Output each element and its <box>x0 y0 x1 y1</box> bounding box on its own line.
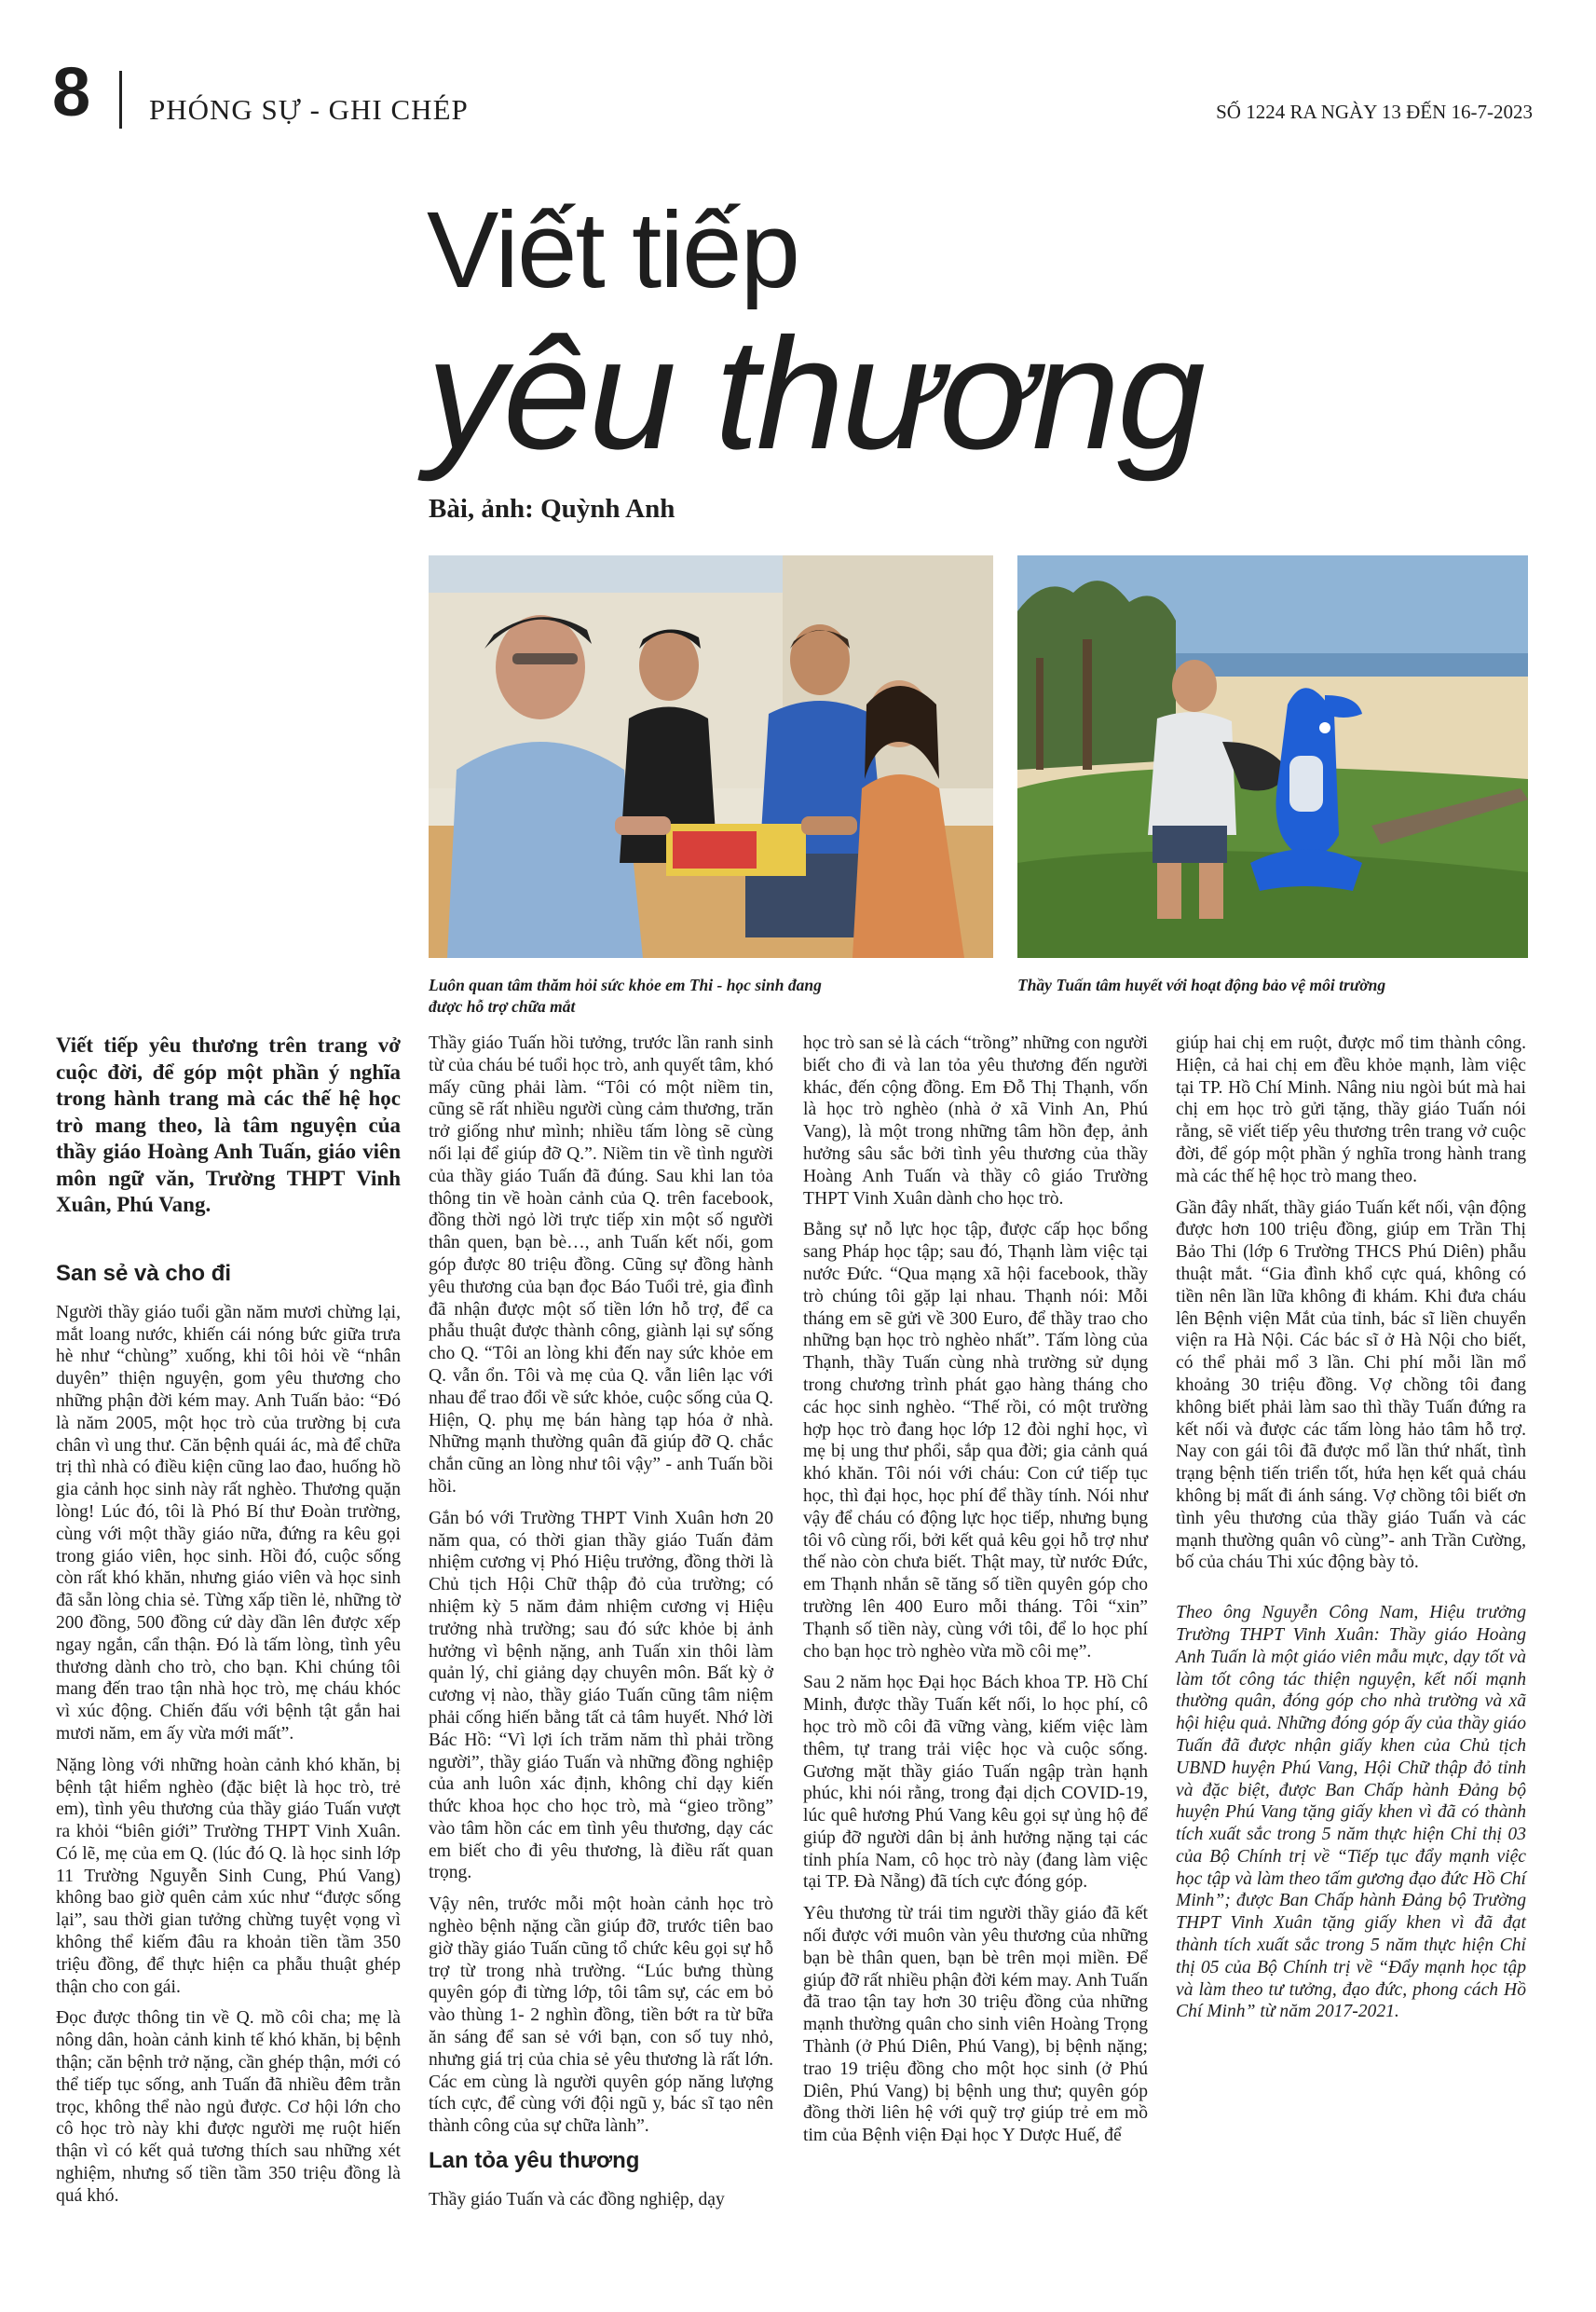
paragraph: Sau 2 năm học Đại học Bách khoa TP. Hồ Chí Minh, được thầy Tuấn kết nối, lo học phí, cô học trò mồ côi đã vững vàng, kiếm việc làm thêm, tự trang trải việc học và cuộc sống. Gương mặt thầy giáo Tuấn ngập tràn hạnh phúc, khi nói rằng, trong đại dịch COVID-19, lúc quê hương Phú Vang kêu gọi sự ủng hộ để giúp đỡ người dân bị ảnh hưởng nặng tại các tỉnh phía Nam, cô học trò này (đang làm việc tại TP. Đà Nẵng) đã tích cực đóng góp. <box>803 1673 1148 1893</box>
article-column-3 <box>803 1033 1148 2156</box>
article-column-4 <box>1176 1033 1526 2032</box>
photo2-caption: Thầy Tuấn tâm huyết với hoạt động bảo vệ môi trường <box>1017 976 1386 994</box>
paragraph: Người thầy giáo tuổi gần năm mươi chừng lại, mắt loang nước, khiến cái nóng bức giữa trưa hè như “chùng” xuống, khi tôi hỏi về “nhân duyên” thiện nguyện, gom yêu thương cho những phận đời kém may. Anh Tuấn bảo: “Đó là năm 2005, một học trò của trường bị cưa chân vì ung thư. Căn bệnh quái ác, mà để chữa trị thì nhà có điều kiện cũng lao đao, huống hồ gia cảnh học sinh này rất nghèo. Thương quặn lòng! Lúc đó, tôi là Phó Bí thư Đoàn trường, cùng với một thầy giáo nữa, đứng ra kêu gọi trong giáo viên, học sinh. Hồi đó, cuộc sống còn rất khó khăn, nhưng giáo viên và học sinh đã sẵn lòng chia sẻ. Từng xấp tiền lẻ, những tờ 200 đồng, 500 đồng cứ dày dần lên được xếp ngay ngắn, cẩn thận. Đó là tấm lòng, tình yêu thương dành cho trò, cho bạn. Khi chúng tôi mang đến trao tận nhà học trò, mẹ cháu khóc vì xúc động. Chiến đấu với bệnh tật gắn hai mươi năm, em ấy vừa mới mất”. <box>56 1302 401 1744</box>
paragraph: Thầy giáo Tuấn và các đồng nghiệp, dạy <box>429 2190 725 2210</box>
paragraph: Nặng lòng với những hoàn cảnh khó khăn, bị bệnh tật hiểm nghèo (đặc biệt là học trò, trẻ em), tình yêu thương của thầy giáo Tuấn vượt ra khỏi “biên giới” Trường THPT Vinh Xuân. Có lẽ, mẹ của em Q. (lúc đó Q. là học sinh lớp 11 Trường Nguyễn Sinh Cung, Phú Vang) không bao giờ quên cảm xúc như “được sống lại”, sau thời gian tưởng chừng tuyệt vọng vì không thể kiếm đâu ra khoản tiền tầm 350 triệu đồng, để thực hiện ca phẫu thuật ghép thận cho con gái. <box>56 1755 401 1997</box>
paragraph: Yêu thương từ trái tim người thầy giáo đã kết nối được với muôn vàn yêu thương của những bạn bè thân quen, bạn bè trên mọi miền. Để giúp đỡ rất nhiều phận đời kém may. Anh Tuấn đã trao tận tay hơn 30 triệu đồng của những mạnh thường quân cho sinh viên Hoàng Trọng Thành (ở Phú Diên, Phú Vang), bị bệnh nặng; trao 19 triệu đồng cho một học sinh (ở Phú Diên, Phú Vang) bị bệnh ung thư; quyên góp đồng thời liên hệ với quỹ trợ giúp trẻ em mồ tim của Bệnh viện Đại học Y Dược Huế, để <box>803 1904 1148 2146</box>
page-number: 8 <box>52 53 91 130</box>
header-divider <box>119 71 122 129</box>
article-column-1 <box>56 1033 401 2217</box>
byline: Bài, ảnh: Quỳnh Anh <box>429 494 675 524</box>
paragraph: Gắn bó với Trường THPT Vinh Xuân hơn 20 năm qua, có thời gian thầy giáo Tuấn đảm nhiệm cương vị Phó Hiệu trưởng, đồng thời là Chủ tịch Hội Chữ thập đỏ của trường; có nhiệm kỳ 5 năm đảm nhiệm cương vị Hiệu trưởng nhà trường; sau đó sức khỏe bị ảnh hưởng vì bệnh nặng, anh Tuấn xin thôi làm quản lý, chỉ giảng dạy chuyên môn. Bất kỳ ở cương vị nào, thầy giáo Tuấn cũng tâm niệm phải cống hiến bằng tất cả tâm huyết. Nhớ lời Bác Hồ: “Vì lợi ích trăm năm thì phải trồng người”, thầy giáo Tuấn và những đồng nghiệp của anh luôn xác định, không chỉ dạy kiến thức khoa học cho học trò, mà “gieo trồng” vào tâm hồn các em tình yêu thương, dạy các em biết cho đi yêu thương, là điều rất quan trọng. <box>429 1508 773 1883</box>
paragraph: Bằng sự nỗ lực học tập, được cấp học bổng sang Pháp học tập; sau đó, Thạnh làm việc tại nước Đức. “Qua mạng xã hội facebook, thầy trò chúng tôi gặp lại nhau. Thạnh nói: Mỗi tháng em sẽ gửi về 300 Euro, để thầy trao cho những bạn học trò nghèo nhất”. Tấm lòng của Thạnh, thầy Tuấn cùng nhà trường sử dụng trong chương trình phát gạo hàng tháng cho các học sinh nghèo. “Thế rồi, có một trường hợp học trò đang học lớp 12 đòi nghỉ học, vì mẹ bị ung thư phổi, sắp qua đời; gia cảnh quá khó khăn. Tôi nói với cháu: Con cứ tiếp tục học, thì đại học, học phí để thầy tính. Nói như vậy để cháu có động lực học tiếp, nhưng bụng tôi vô cùng rối, bởi kết quả kêu gọi hỗ trợ như thế nào còn chưa biết. Thật may, từ nước Đức, em Thạnh nhắn sẽ tăng số tiền quyên góp cho trường lên 400 Euro mỗi tháng. Tôi “xin” Thạnh số tiền này, cùng với tôi, để lo học phí cho bạn học trò nghèo vừa mồ côi mẹ”. <box>803 1220 1148 1662</box>
paragraph: Đọc được thông tin về Q. mồ côi cha; mẹ là nông dân, hoàn cảnh kinh tế khó khăn, bị bệnh thận; căn bệnh trở nặng, cần ghép thận, mới có thể tiếp tục sống, anh Tuấn đã nhiều đêm trằn trọc, không thể nào ngủ được. Cơ hội lớn cho cô học trò này khi được người mẹ ruột hiến thận vì có kết quả tương thích sau những xét nghiệm, nhưng số tiền tầm 350 triệu đồng là quá khó. <box>56 2008 401 2206</box>
photo-environment-illustration <box>1017 555 1528 958</box>
photo-environment <box>1017 555 1528 958</box>
article-column-2 <box>429 1033 773 2221</box>
principal-quote: Theo ông Nguyễn Công Nam, Hiệu trưởng Trường THPT Vinh Xuân: Thầy giáo Hoàng Anh Tuấn là một giáo viên mẫu mực, dạy tốt và làm tốt công tác thiện nguyện, kết nối mạnh thường quân, đóng góp cho nhà trường và xã hội hiệu quả. Những đóng góp ấy của thầy giáo Tuấn đã được nhận giấy khen của Chủ tịch UBND huyện Phú Vang, Hội Chữ thập đỏ tỉnh và đặc biệt, được Ban Chấp hành Đảng bộ huyện Phú Vang tặng giấy khen vì đã có thành tích xuất sắc trong 5 năm thực hiện Chỉ thị 03 của Bộ Chính trị về “Tiếp tục đẩy mạnh việc học tập và làm theo tấm gương đạo đức Hồ Chí Minh”; được Ban Chấp hành Đảng bộ Trường THPT Vinh Xuân tặng giấy khen vì đã đạt thành tích xuất sắc trong 5 năm thực hiện Chỉ thị 05 của Bộ Chính trị về “Đẩy mạnh học tập và làm theo tư tưởng, đạo đức, phong cách Hồ Chí Minh” từ năm 2017-2021. <box>1176 1603 1526 2022</box>
paragraph: Thầy giáo Tuấn hồi tưởng, trước lần ranh sinh từ của cháu bé tuổi học trò, anh quyết tâm, khó mấy cũng phải làm. “Tôi có một niềm tin, cũng sẽ rất nhiều người cùng cảm thương, trăn trở giống như mình; nhiều tấm lòng sẽ cùng nối lại để giúp đỡ Q.”. Niềm tin về tình người của thầy giáo Tuấn đã đúng. Sau khi lan tỏa thông tin về hoàn cảnh của Q. trên facebook, đồng thời ngỏ lời trực tiếp xin một số người thân quen, bạn bè…, anh Tuấn kết nối, gom góp được 80 triệu đồng. Cũng sự đồng hành yêu thương của bạn đọc Báo Tuổi trẻ, gia đình đã nhận được một số tiền lớn hỗ trợ, để ca phẫu thuật được thành công, giành lại sự sống cho Q. “Tôi an lòng khi đến nay sức khỏe em Q. vẫn ổn. Tôi và mẹ của Q. vẫn liên lạc với nhau để trao đổi về sức khỏe, cuộc sống của Q. Hiện, Q. phụ mẹ bán hàng tạp hóa ở nhà. Những mạnh thường quân đã giúp đỡ Q. chắc chắn cũng an lòng như tôi vậy” - anh Tuấn bồi hồi. <box>429 1033 773 1497</box>
paragraph: Gần đây nhất, thầy giáo Tuấn kết nối, vận động được hơn 100 triệu đồng, giúp em Trần Thị Bảo Thi (lớp 6 Trường THCS Phú Diên) phẫu thuật mắt. “Gia đình khổ cực quá, không có tiền nên lần lữa không đi khám. Khi đưa cháu lên Bệnh viện Mắt của tỉnh, bác sĩ liền chuyển viện ra Hà Nội. Các bác sĩ ở Hà Nội cho biết, có thể phải mổ 3 lần. Chi phí mỗi lần mổ khoảng 30 triệu đồng. Vợ chồng tôi đang không biết phải làm sao thì thầy Tuấn đứng ra kết nối và được các tấm lòng hảo tâm hỗ trợ. Nay con gái tôi đã được mổ lần thứ nhất, tình trạng bệnh tiến triển tốt, hứa hẹn kết quả cháu không bị mất đi ánh sáng. Vợ chồng tôi biết ơn tình yêu thương của thầy giáo Tuấn và các mạnh thường quân vô cùng”- anh Trần Cường, bố của cháu Thi xúc động bày tỏ. <box>1176 1197 1526 1573</box>
subheading-san-se: San sẻ và cho đi <box>56 1260 232 1286</box>
paragraph: Vậy nên, trước mỗi một hoàn cảnh học trò nghèo bệnh nặng cần giúp đỡ, trước tiên bao giờ thầy giáo Tuấn cũng tổ chức kêu gọi sự hỗ trợ từ trong nhà trường. “Lúc bưng thùng quyên góp đi từng lớp, tôi tâm sự, các em bỏ vào thùng 1- 2 nghìn đồng, tiền bớt ra từ bữa ăn sáng để san sẻ với bạn, con số tuy nhỏ, nhưng giá trị của chia sẻ yêu thương là rất lớn. Các em cùng là người quyên góp năng lượng tích cực, để cùng với đội ngũ y, bác sĩ tạo nên thành công của sự chữa lành”. <box>429 1895 773 2137</box>
photo1-caption: Luôn quan tâm thăm hỏi sức khỏe em Thi - học sinh đang được hỗ trợ chữa mắt <box>429 976 822 1016</box>
subheading-lan-toa: Lan tỏa yêu thương <box>429 2148 640 2174</box>
headline-line1: Viết tiếp <box>427 189 799 310</box>
article-lead: Viết tiếp yêu thương trên trang vở cuộc đời, để góp một phần ý nghĩa trong hành trang mà các thế hệ học trò mang theo, là tâm nguyện của thầy giáo Hoàng Anh Tuấn, giáo viên môn ngữ văn, Trường THPT Vinh Xuân, Phú Vang. <box>56 1033 401 1217</box>
headline-line2: yêu thương <box>427 306 1203 483</box>
paragraph: giúp hai chị em ruột, được mổ tim thành công. Hiện, cả hai chị em đều khỏe mạnh, làm việc tại TP. Hồ Chí Minh. Nâng niu ngòi bút mà hai chị em học trò gửi tặng, thầy giáo Tuấn nói rằng, sẽ viết tiếp yêu thương trên trang vở cuộc đời, để góp một phần ý nghĩa trong hành trang mà các thế hệ học trò mang theo. <box>1176 1033 1526 1186</box>
section-name: PHÓNG SỰ - GHI CHÉP <box>149 93 469 126</box>
photo-visit-illustration <box>429 555 993 958</box>
issue-info: SỐ 1224 RA NGÀY 13 ĐẾN 16-7-2023 <box>1216 101 1533 123</box>
paragraph: học trò san sẻ là cách “trồng” những con người biết cho đi và lan tỏa yêu thương đến người khác, đến cộng đồng. Em Đỗ Thị Thạnh, vốn là học trò nghèo (nhà ở xã Vinh An, Phú Vang), là một trong những tâm hồn đẹp, ảnh hưởng sâu sắc bởi tình yêu thương của thầy Hoàng Anh Tuấn và thầy cô giáo Trường THPT Vinh Xuân dành cho học trò. <box>803 1033 1148 1209</box>
photo-visit-student <box>429 555 993 958</box>
